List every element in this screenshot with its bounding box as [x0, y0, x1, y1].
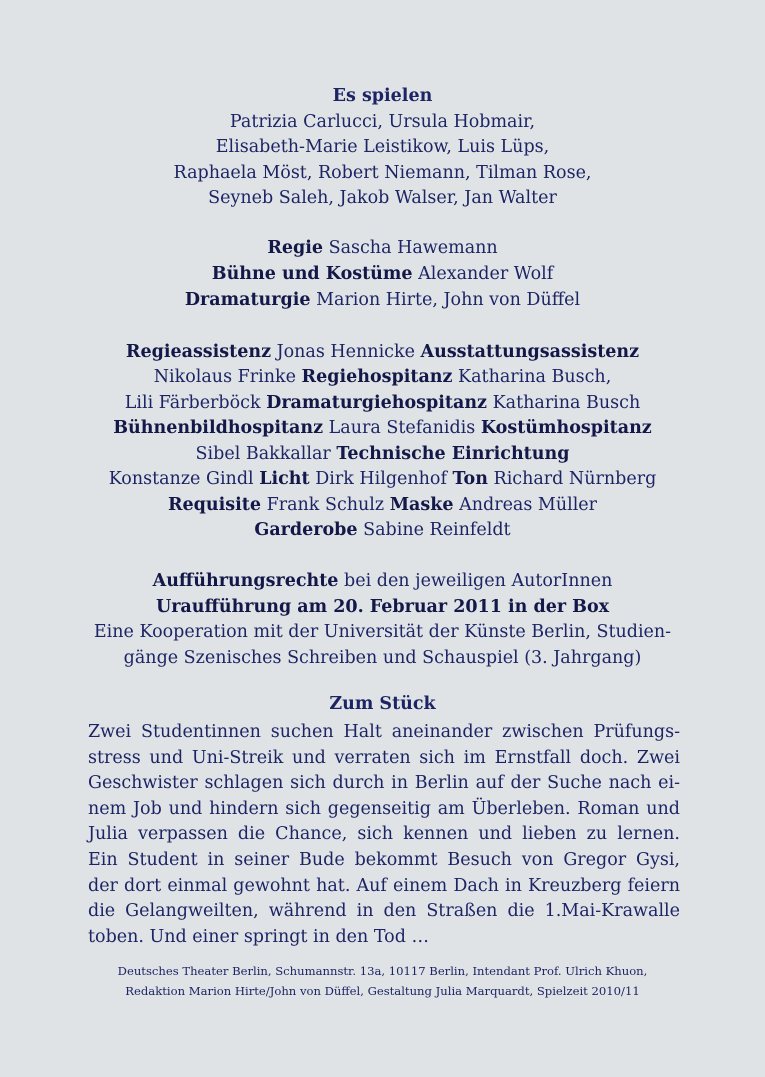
cast-line: Raphaela Möst, Robert Niemann, Tilman Rose, — [173, 163, 592, 183]
premiere-line — [0, 595, 765, 620]
credit-label: Technische Einrichtung — [336, 444, 570, 464]
credit-value: Katharina Busch, — [458, 367, 612, 387]
credit-value: Laura Stefanidis — [328, 418, 476, 438]
credit-label: Garderobe — [254, 520, 358, 540]
assist-line — [0, 391, 765, 416]
credit-dramaturgie — [0, 288, 765, 313]
story-line: Geschwister schlagen sich durch in Berlin auf der Suche nach ei- — [88, 773, 680, 794]
credit-value: Richard Nürnberg — [493, 469, 657, 489]
credit-value: Jonas Hennicke — [276, 342, 415, 362]
rights-label: Aufführungsrechte — [152, 571, 339, 591]
credit-value: Lili Färberböck — [124, 393, 261, 413]
credit-label: Bühnenbildhospitanz — [113, 418, 324, 438]
story-line: Ein Student in seiner Bude bekommt Besuch von Gregor Gysi, — [88, 849, 680, 870]
credit-value: Marion Hirte, John von Düffel — [316, 290, 581, 310]
credit-value: Andreas Müller — [459, 495, 598, 515]
credit-label: Kostümhospitanz — [480, 418, 652, 438]
assist-line — [0, 340, 765, 365]
rights-line — [0, 569, 765, 594]
rights-value: bei den jeweiligen AutorInnen — [344, 571, 613, 591]
credit-label: Regie — [267, 238, 324, 258]
premiere-text: Uraufführung am 20. Februar 2011 in der Box — [155, 597, 610, 617]
story-text — [88, 720, 680, 950]
credit-value: Katharina Busch — [492, 393, 641, 413]
credit-value: Alexander Wolf — [418, 264, 554, 284]
story-line: Julia verpassen die Chance, sich kennen und lieben zu lernen. — [88, 824, 680, 845]
story-line: die Gelangweilten, während in den Straßen die 1.Mai-Krawalle — [88, 901, 680, 922]
cooperation-line: gänge Szenisches Schreiben und Schauspiel (3. Jahrgang) — [123, 648, 642, 668]
credit-value: Dirk Hilgenhof — [315, 469, 447, 489]
credit-regie — [0, 236, 765, 261]
cast-line: Elisabeth-Marie Leistikow, Luis Lüps, — [215, 137, 550, 157]
story-line: der dort einmal gewohnt hat. Auf einem Dach in Kreuzberg feiern — [88, 875, 680, 896]
assist-line — [0, 442, 765, 467]
cooperation-line: Eine Kooperation mit der Universität der Künste Berlin, Studien- — [93, 622, 672, 642]
assist-line — [0, 518, 765, 543]
story-line: Zwei Studentinnen suchen Halt aneinander zwischen Prüfungs- — [88, 722, 680, 742]
credit-value: Konstanze Gindl — [108, 469, 254, 489]
credit-value: Sibel Bakkallar — [195, 444, 331, 464]
credit-label: Maske — [389, 495, 454, 515]
cast-line: Patrizia Carlucci, Ursula Hobmair, — [229, 112, 536, 132]
footer-line: Deutsches Theater Berlin, Schumannstr. 13a, 10117 Berlin, Intendant Prof. Ulrich Khuon, — [117, 964, 648, 978]
credit-label: Licht — [259, 469, 310, 489]
credit-label: Dramaturgie — [184, 290, 311, 310]
assist-line — [0, 493, 765, 518]
credit-label: Ausstattungsassistenz — [420, 342, 640, 362]
cast-heading: Es spielen — [332, 86, 433, 106]
credit-value: Frank Schulz — [266, 495, 385, 515]
assist-line — [0, 416, 765, 441]
credit-value: Sabine Reinfeldt — [363, 520, 511, 540]
assist-line — [0, 365, 765, 390]
credit-buehne — [0, 262, 765, 287]
credit-label: Dramaturgiehospitanz — [266, 393, 487, 413]
assist-line — [0, 467, 765, 492]
credit-label: Requisite — [167, 495, 261, 515]
credit-label: Ton — [452, 469, 488, 489]
credit-value: Sascha Hawemann — [328, 238, 498, 258]
credit-label: Regieassistenz — [125, 342, 272, 362]
story-line: toben. Und einer springt in den Tod … — [88, 926, 429, 947]
story-line: nem Job und hindern sich gegenseitig am Überleben. Roman und — [88, 798, 680, 819]
story-heading: Zum Stück — [329, 694, 436, 714]
credit-value: Nikolaus Frinke — [153, 367, 296, 387]
footer-line: Redaktion Marion Hirte/John von Düffel, Gestaltung Julia Marquardt, Spielzeit 2010/11 — [125, 984, 640, 998]
cast-line: Seyneb Saleh, Jakob Walser, Jan Walter — [208, 188, 557, 208]
credit-label: Regiehospitanz — [301, 367, 453, 387]
story-line: stress und Uni-Streik und verraten sich im Ernstfall doch. Zwei — [88, 747, 680, 768]
credit-label: Bühne und Kostüme — [211, 264, 413, 284]
